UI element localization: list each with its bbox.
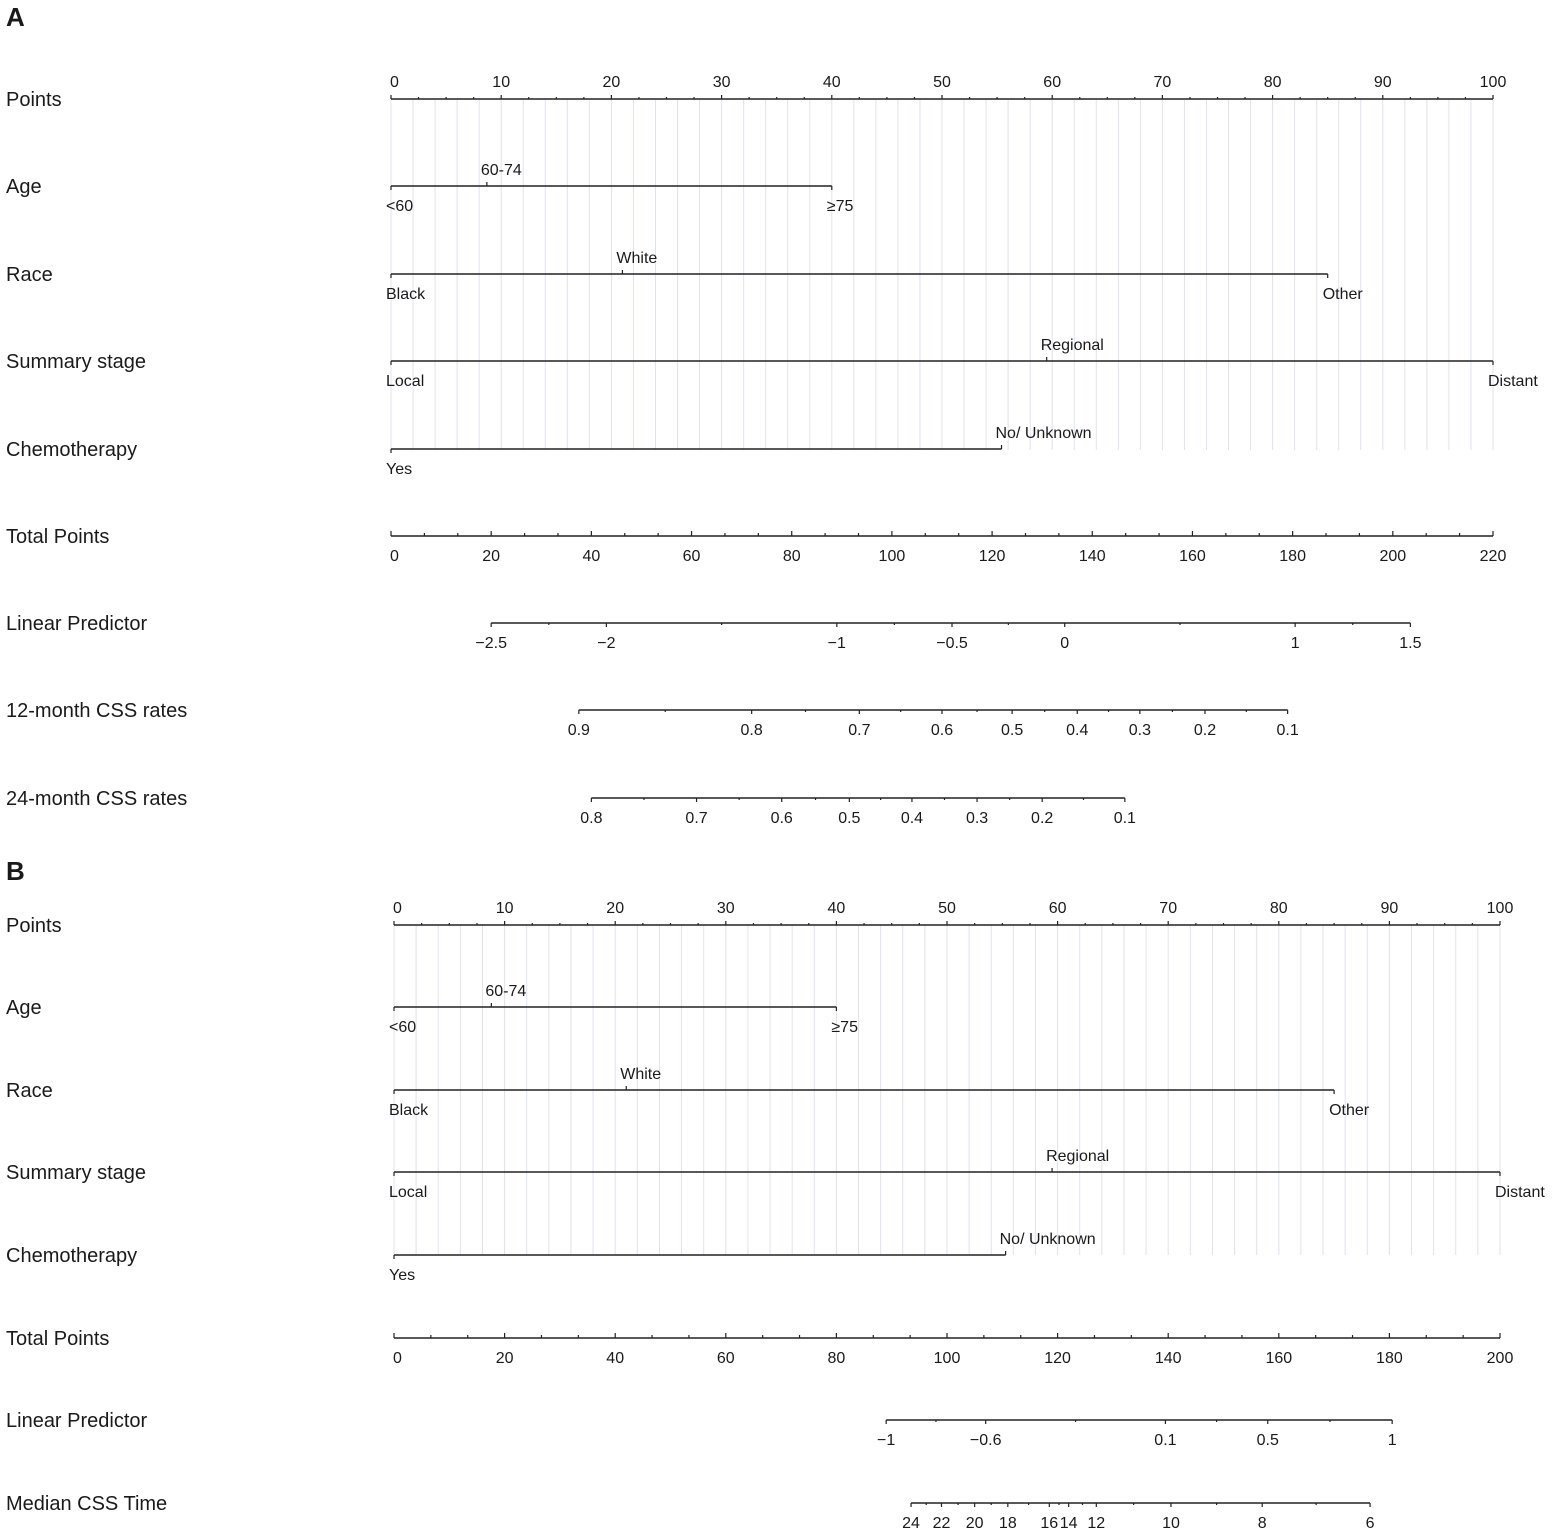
panel-a-12-month-css-rates-tick-label: 0.9 xyxy=(567,722,590,739)
panel-a-points-tick-label: 100 xyxy=(1479,74,1507,91)
panel-b-race-label: Race xyxy=(6,1080,53,1102)
panel-a-points-tick-label: 10 xyxy=(492,74,511,91)
panel-b-linear-predictor-tick-label: −1 xyxy=(877,1432,896,1449)
panel-b-linear-predictor-tick-label: −0.6 xyxy=(969,1432,1002,1449)
panel-b-points-tick-label: 70 xyxy=(1159,900,1178,917)
panel-a xyxy=(6,74,1538,827)
panel-a-points-label: Points xyxy=(6,89,62,111)
panel-a-24-month-css-rates-tick-label: 0.3 xyxy=(965,810,989,827)
panel-a-total-points-tick-label: 200 xyxy=(1379,548,1407,565)
panel-a-race-label: Race xyxy=(6,264,53,286)
panel-a-24-month-css-rates-tick-label: 0.2 xyxy=(1031,810,1054,827)
panel-a-points-tick-label: 40 xyxy=(822,74,841,91)
panel-a-race-level-black: Black xyxy=(386,286,426,303)
panel-a-linear-predictor-tick-label: −1 xyxy=(827,635,846,652)
panel-b-total-points-tick-label: 120 xyxy=(1044,1350,1071,1367)
panel-a-12-month-css-rates-tick-label: 0.2 xyxy=(1193,722,1217,739)
panel-a-total-points-tick-label: 40 xyxy=(582,548,601,565)
panel-a-age-level-60: <60 xyxy=(386,198,414,215)
panel-a-linear-predictor-tick-label: 1.5 xyxy=(1399,635,1422,652)
panel-a-summary-stage-level-regional: Regional xyxy=(1040,337,1104,354)
panel-b-points-label: Points xyxy=(6,915,62,937)
panel-b-points-tick-label: 90 xyxy=(1380,900,1399,917)
panel-b-age-label: Age xyxy=(6,997,42,1019)
panel-b-points-tick-label: 80 xyxy=(1269,900,1288,917)
panel-a-points-tick-label: 90 xyxy=(1373,74,1392,91)
panel-b-summary-stage-level-distant: Distant xyxy=(1495,1184,1545,1201)
panel-a-race-level-other: Other xyxy=(1322,286,1363,303)
panel-b-median-css-time-tick-label: 18 xyxy=(998,1515,1017,1531)
panel-a-chemotherapy-level-no-unknown: No/ Unknown xyxy=(995,425,1092,442)
panel-b-summary-stage-level-local: Local xyxy=(389,1184,428,1201)
panel-b-median-css-time-tick-label: 22 xyxy=(932,1515,951,1531)
panel-a-points-tick-label: 20 xyxy=(602,74,621,91)
panel-b-points-tick-label: 50 xyxy=(938,900,956,917)
panel-b-total-points-tick-label: 140 xyxy=(1154,1350,1182,1367)
panel-b-median-css-time-label: Median CSS Time xyxy=(6,1493,168,1515)
panel-b-median-css-time-tick-label: 24 xyxy=(902,1515,920,1531)
panel-a-24-month-css-rates-label: 24-month CSS rates xyxy=(6,788,188,810)
panel-a-age-level-75: ≥75 xyxy=(826,198,854,215)
panel-b-chemotherapy-label: Chemotherapy xyxy=(6,1245,138,1267)
panel-a-12-month-css-rates-tick-label: 0.4 xyxy=(1066,722,1089,739)
panel-b-chemotherapy-level-yes: Yes xyxy=(389,1267,416,1284)
panel-b-median-css-time-tick-label: 20 xyxy=(965,1515,984,1531)
panel-a-points-tick-label: 50 xyxy=(933,74,951,91)
panel-a-total-points-tick-label: 140 xyxy=(1078,548,1106,565)
panel-b-points-tick-label: 60 xyxy=(1048,900,1067,917)
panel-a-linear-predictor-tick-label: −0.5 xyxy=(936,635,968,652)
panel-b-total-points-label: Total Points xyxy=(6,1328,110,1350)
panel-b-median-css-time-tick-label: 16 xyxy=(1040,1515,1059,1531)
panel-b-linear-predictor-tick-label: 0.5 xyxy=(1256,1432,1279,1449)
panel-a-letter: A xyxy=(6,2,25,32)
panel-a-age-label: Age xyxy=(6,176,42,198)
panel-b-median-css-time-tick-label: 8 xyxy=(1257,1515,1267,1531)
panel-b-total-points-tick-label: 160 xyxy=(1265,1350,1293,1367)
panel-b-points-tick-label: 10 xyxy=(495,900,514,917)
panel-b-points-tick-label: 0 xyxy=(393,900,402,917)
panel-b-median-css-time-tick-label: 12 xyxy=(1087,1515,1106,1531)
panel-b-total-points-tick-label: 180 xyxy=(1376,1350,1403,1367)
panel-a-total-points-tick-label: 120 xyxy=(978,548,1006,565)
panel-a-12-month-css-rates-tick-label: 0.7 xyxy=(848,722,871,739)
panel-a-total-points-tick-label: 0 xyxy=(390,548,399,565)
panel-b-age-level-75: ≥75 xyxy=(831,1019,858,1036)
panel-a-linear-predictor-tick-label: −2 xyxy=(597,635,616,652)
panel-a-points-tick-label: 60 xyxy=(1043,74,1062,91)
panel-a-chemotherapy-level-yes: Yes xyxy=(386,461,413,478)
panel-a-total-points-tick-label: 220 xyxy=(1479,548,1507,565)
panel-a-linear-predictor-tick-label: 0 xyxy=(1060,635,1070,652)
panel-b-age-level-60: <60 xyxy=(389,1019,417,1036)
panel-a-24-month-css-rates-tick-label: 0.5 xyxy=(838,810,861,827)
panel-a-12-month-css-rates-tick-label: 0.1 xyxy=(1276,722,1299,739)
panel-a-total-points-label: Total Points xyxy=(6,526,110,548)
panel-b-linear-predictor-tick-label: 0.1 xyxy=(1154,1432,1177,1449)
panel-a-race-level-white: White xyxy=(616,250,658,267)
panel-a-12-month-css-rates-label: 12-month CSS rates xyxy=(6,700,188,722)
panel-b-total-points-tick-label: 200 xyxy=(1486,1350,1514,1367)
panel-a-24-month-css-rates-tick-label: 0.1 xyxy=(1113,810,1136,827)
panel-a-age-level-60-74: 60-74 xyxy=(480,162,522,179)
panel-b-total-points-tick-label: 100 xyxy=(933,1350,961,1367)
panel-a-total-points-tick-label: 180 xyxy=(1279,548,1306,565)
panel-b-total-points-tick-label: 80 xyxy=(827,1350,846,1367)
panel-b-letter: B xyxy=(6,856,25,886)
panel-b-points-tick-label: 30 xyxy=(716,900,735,917)
panel-b-race-level-white: White xyxy=(620,1066,662,1083)
panel-a-12-month-css-rates-tick-label: 0.3 xyxy=(1128,722,1151,739)
panel-a-points-tick-label: 0 xyxy=(390,74,399,91)
panel-a-24-month-css-rates-tick-label: 0.6 xyxy=(770,810,793,827)
panel-a-24-month-css-rates-tick-label: 0.7 xyxy=(685,810,708,827)
panel-a-linear-predictor-tick-label: −2.5 xyxy=(475,635,507,652)
panel-b-median-css-time-tick-label: 10 xyxy=(1162,1515,1180,1531)
panel-b-age-level-60-74: 60-74 xyxy=(485,983,527,1000)
panel-b-total-points-tick-label: 40 xyxy=(606,1350,625,1367)
panel-b-points-tick-label: 40 xyxy=(827,900,846,917)
panel-b-total-points-tick-label: 60 xyxy=(716,1350,735,1367)
panel-a-total-points-tick-label: 160 xyxy=(1179,548,1206,565)
panel-b-race-level-other: Other xyxy=(1329,1102,1370,1119)
panel-a-total-points-tick-label: 80 xyxy=(782,548,801,565)
panel-a-linear-predictor-label: Linear Predictor xyxy=(6,613,148,635)
panel-a-summary-stage-label: Summary stage xyxy=(6,351,147,373)
panel-b-total-points-tick-label: 20 xyxy=(495,1350,514,1367)
panel-b-summary-stage-label: Summary stage xyxy=(6,1162,147,1184)
panel-b-linear-predictor-tick-label: 1 xyxy=(1387,1432,1397,1449)
panel-b-points-tick-label: 20 xyxy=(606,900,625,917)
panel-a-total-points-tick-label: 100 xyxy=(878,548,906,565)
panel-a-summary-stage-level-distant: Distant xyxy=(1488,373,1538,390)
panel-a-total-points-tick-label: 20 xyxy=(482,548,501,565)
panel-a-24-month-css-rates-tick-label: 0.8 xyxy=(580,810,603,827)
panel-a-points-tick-label: 70 xyxy=(1153,74,1172,91)
panel-a-total-points-tick-label: 60 xyxy=(682,548,701,565)
panel-a-points-tick-label: 30 xyxy=(712,74,731,91)
panel-a-12-month-css-rates-tick-label: 0.8 xyxy=(740,722,763,739)
panel-b-points-tick-label: 100 xyxy=(1486,900,1514,917)
panel-b-summary-stage-level-regional: Regional xyxy=(1046,1148,1110,1165)
panel-b-median-css-time-tick-label: 6 xyxy=(1365,1515,1375,1531)
panel-a-24-month-css-rates-tick-label: 0.4 xyxy=(900,810,924,827)
panel-b xyxy=(6,900,1545,1531)
panel-a-points-tick-label: 80 xyxy=(1263,74,1282,91)
panel-b-median-css-time-tick-label: 14 xyxy=(1059,1515,1078,1531)
panel-a-chemotherapy-label: Chemotherapy xyxy=(6,439,138,461)
panel-a-summary-stage-level-local: Local xyxy=(386,373,425,390)
panel-b-linear-predictor-label: Linear Predictor xyxy=(6,1410,148,1432)
panel-b-chemotherapy-level-no-unknown: No/ Unknown xyxy=(999,1231,1096,1248)
panel-a-12-month-css-rates-tick-label: 0.5 xyxy=(1001,722,1024,739)
panel-a-linear-predictor-tick-label: 1 xyxy=(1290,635,1300,652)
panel-b-total-points-tick-label: 0 xyxy=(393,1350,402,1367)
panel-a-12-month-css-rates-tick-label: 0.6 xyxy=(930,722,954,739)
panel-b-race-level-black: Black xyxy=(389,1102,429,1119)
